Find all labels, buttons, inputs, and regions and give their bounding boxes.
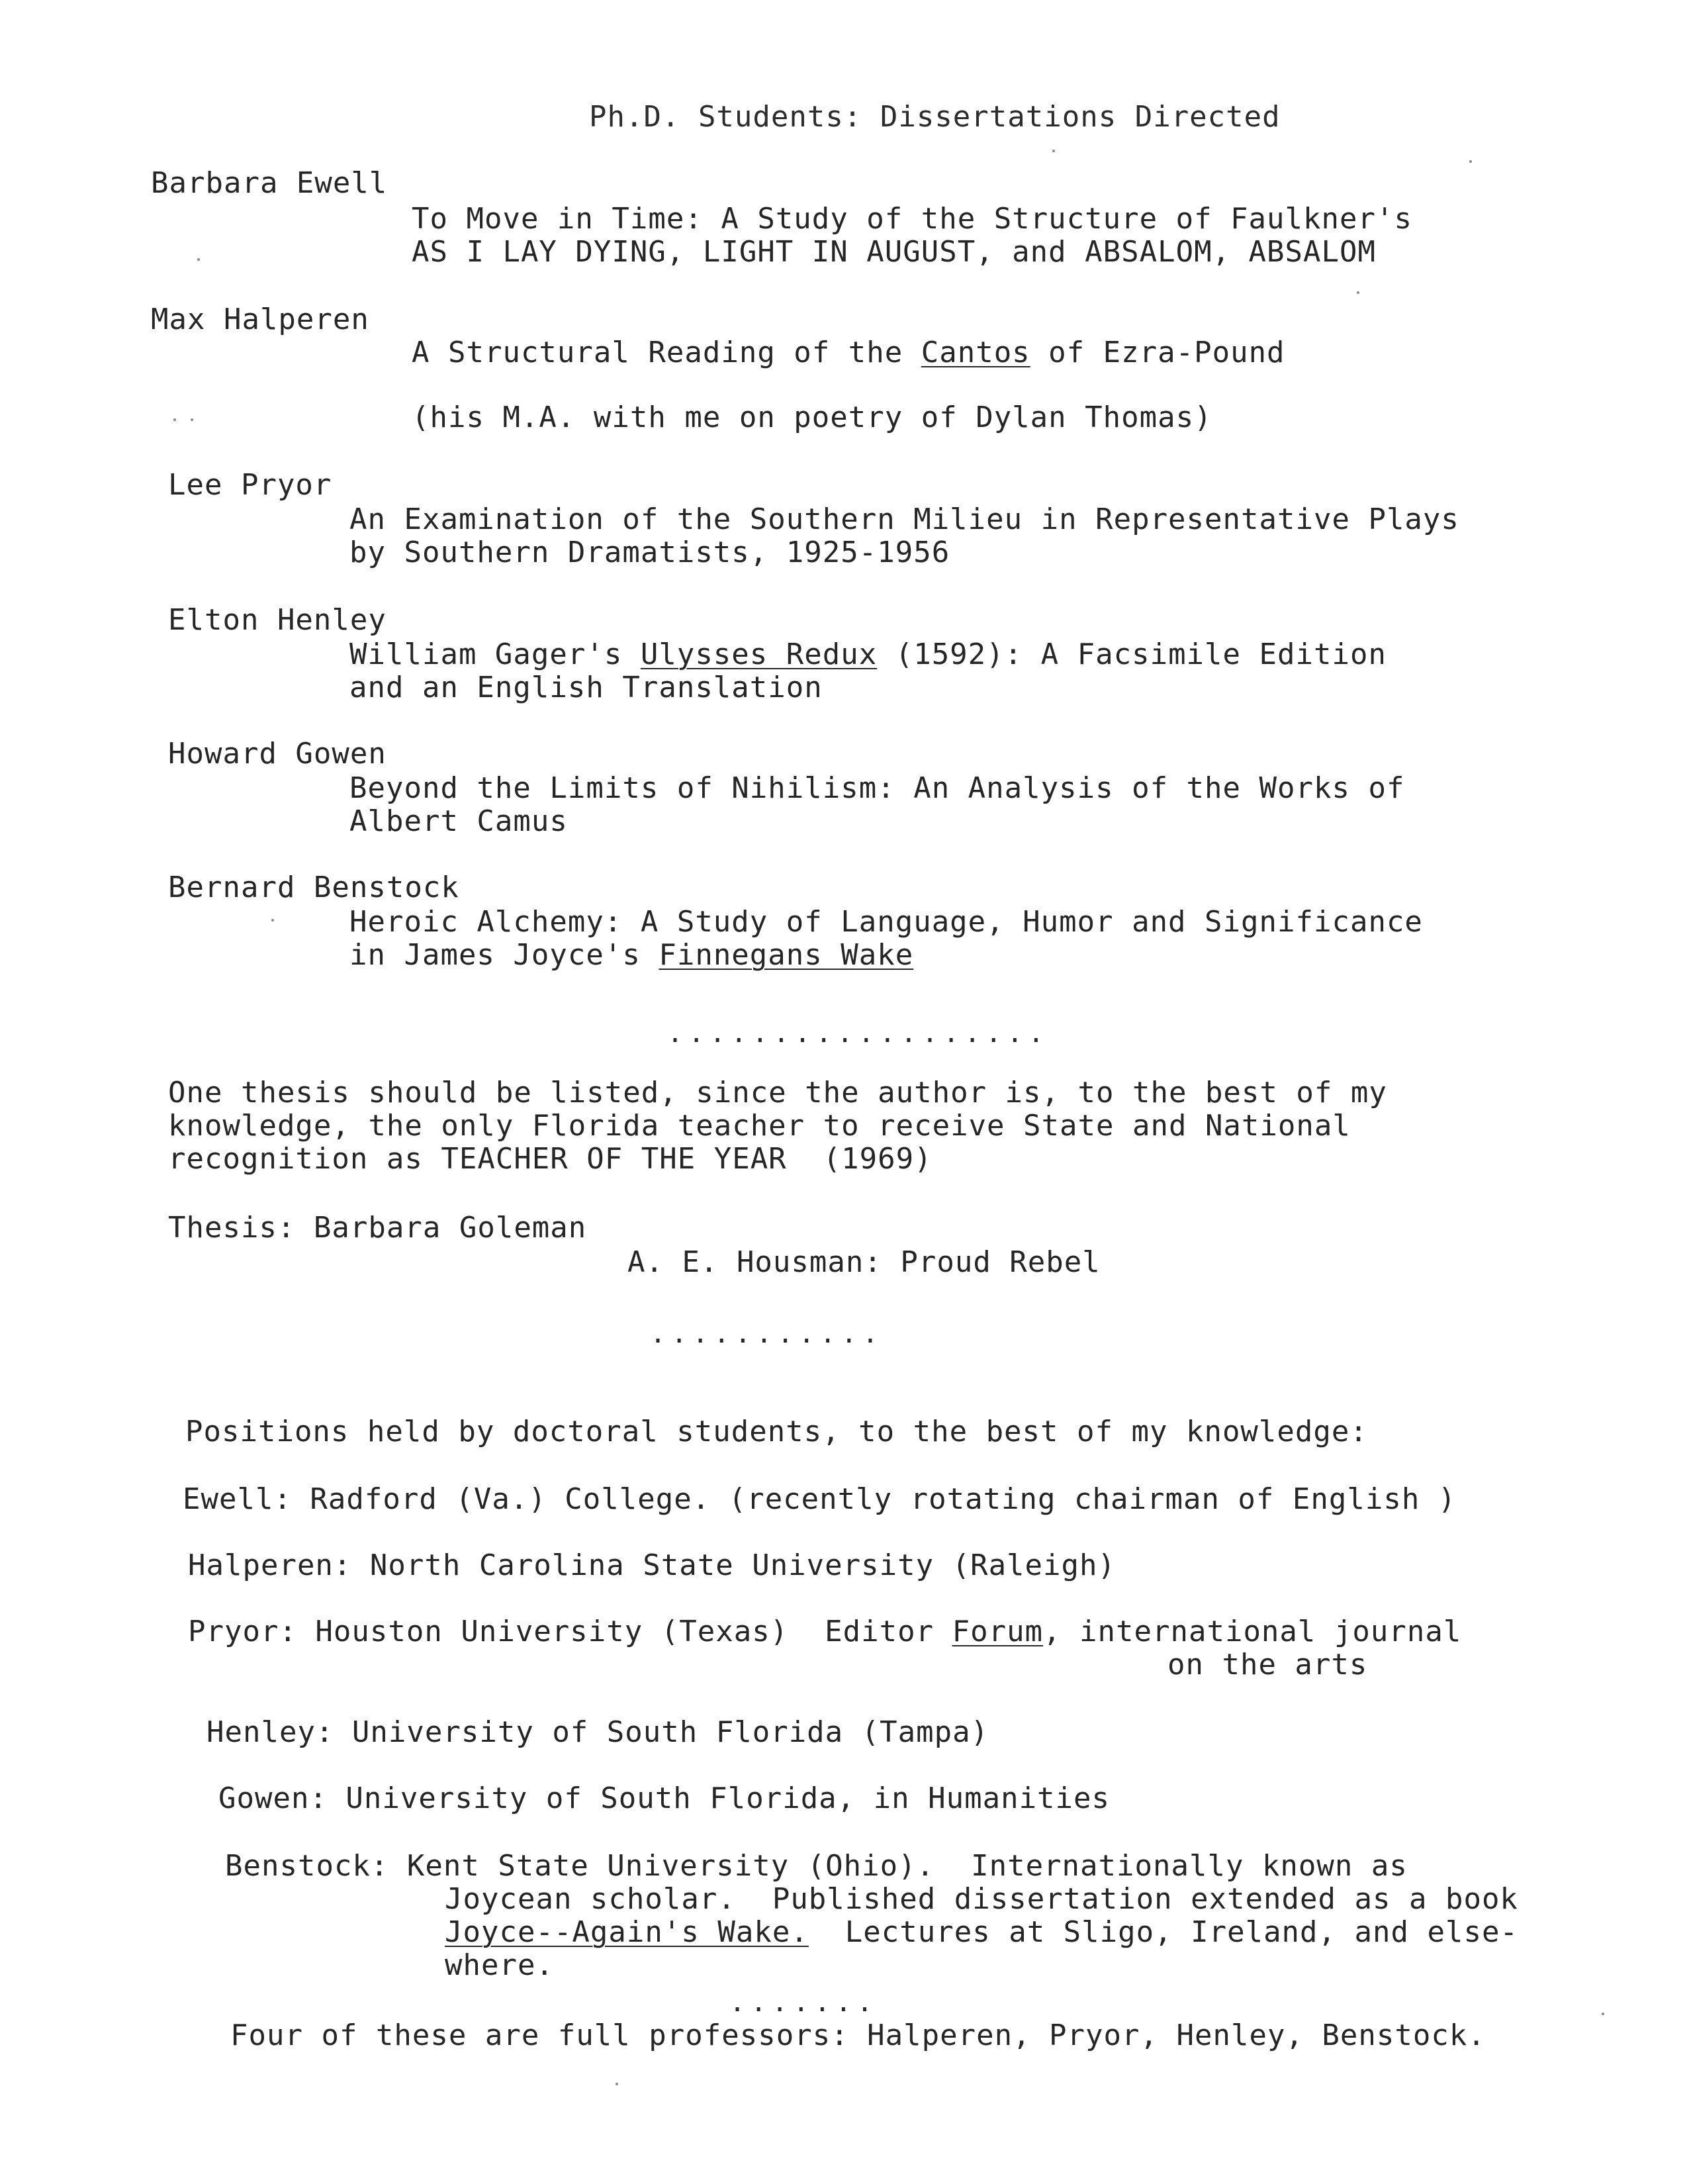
position-benstock-line1: Benstock: Kent State University (Ohio). Internationally known as <box>225 1849 1408 1883</box>
position-benstock-book: Joyce--Again's Wake. <box>445 1915 809 1949</box>
student-name-pryor: Lee Pryor <box>168 468 332 502</box>
thesis-note-line1: One thesis should be listed, since the author is, to the best of my <box>168 1076 1387 1110</box>
dissertation-title-henley-a: William Gager's <box>349 638 641 671</box>
student-name-henley: Elton Henley <box>168 603 387 637</box>
dissertation-title-halperen <box>412 336 1285 369</box>
dissertation-title-benstock-line1: Heroic Alchemy: A Study of Language, Humor and Significance <box>349 905 1423 939</box>
separator-dots-1: .................. <box>667 1018 1050 1049</box>
dissertation-title-pryor-line1: An Examination of the Southern Milieu in Representative Plays <box>349 502 1459 536</box>
dissertation-title-henley-line1 <box>349 638 1387 671</box>
separator-dots-3: ....... <box>729 1987 878 2018</box>
position-benstock-line4: where. <box>445 1948 554 1982</box>
scan-speck <box>173 418 176 421</box>
scan-speck <box>1052 150 1055 152</box>
position-pryor-a: Pryor: Houston University (Texas) Editor <box>188 1615 952 1648</box>
thesis-title: A. E. Housman: Proud Rebel <box>627 1245 1101 1279</box>
scan-speck <box>191 418 193 421</box>
halperen-ma-note: (his M.A. with me on poetry of Dylan Thomas) <box>412 401 1212 434</box>
thesis-label: Thesis: Barbara Goleman <box>168 1211 587 1245</box>
position-pryor-b: , international journal <box>1043 1615 1462 1648</box>
closing-statement: Four of these are full professors: Halperen, Pryor, Henley, Benstock. <box>230 2018 1486 2052</box>
student-name-gowen: Howard Gowen <box>168 737 387 771</box>
position-benstock-line2: Joycean scholar. Published dissertation extended as a book <box>445 1882 1518 1916</box>
dissertation-title-halperen-underlined: Cantos <box>921 336 1030 369</box>
position-benstock-lectures: Lectures at Sligo, Ireland, and else- <box>808 1915 1518 1949</box>
dissertation-title-ewell-line1: To Move in Time: A Study of the Structure of Faulkner's <box>412 202 1412 236</box>
dissertation-title-benstock-line2 <box>349 939 913 972</box>
dissertation-title-ewell-line2: AS I LAY DYING, LIGHT IN AUGUST, and ABSALOM, ABSALOM <box>412 235 1376 269</box>
dissertation-title-henley-b: (1592): A Facsimile Edition <box>877 638 1387 671</box>
dissertation-title-pryor-line2: by Southern Dramatists, 1925-1956 <box>349 536 950 569</box>
scan-speck <box>1469 160 1472 163</box>
thesis-note-line3: recognition as TEACHER OF THE YEAR (1969) <box>168 1142 933 1176</box>
scan-speck <box>1602 2013 1604 2015</box>
position-pryor <box>188 1615 1461 1648</box>
dissertation-title-henley-underlined: Ulysses Redux <box>640 638 878 671</box>
position-pryor-journal: Forum <box>952 1615 1044 1648</box>
dissertation-title-gowen-line1: Beyond the Limits of Nihilism: An Analysis of the Works of <box>349 771 1405 805</box>
dissertation-title-benstock-underlined: Finnegans Wake <box>659 938 914 972</box>
position-halperen: Halperen: North Carolina State University (Raleigh) <box>188 1548 1117 1582</box>
student-name-benstock: Bernard Benstock <box>168 871 459 904</box>
scan-speck <box>616 2083 618 2085</box>
page-title: Ph.D. Students: Dissertations Directed <box>589 100 1281 134</box>
position-benstock-line3 <box>445 1916 1518 1949</box>
thesis-note-line2: knowledge, the only Florida teacher to receive State and National <box>168 1109 1351 1143</box>
scan-speck <box>197 258 200 261</box>
dissertation-title-gowen-line2: Albert Camus <box>349 804 568 838</box>
dissertation-title-benstock-a: in James Joyce's <box>349 938 659 972</box>
positions-intro: Positions held by doctoral students, to the best of my knowledge: <box>185 1415 1368 1448</box>
dissertation-title-halperen-b: of Ezra-Pound <box>1030 336 1285 369</box>
position-gowen: Gowen: University of South Florida, in Humanities <box>218 1781 1111 1815</box>
student-name-ewell: Barbara Ewell <box>151 166 388 200</box>
separator-dots-2: ........... <box>650 1319 884 1349</box>
position-ewell: Ewell: Radford (Va.) College. (recently rotating chairman of English ) <box>183 1482 1457 1516</box>
scan-speck <box>1357 291 1359 294</box>
scan-speck <box>271 919 274 922</box>
dissertation-title-halperen-a: A Structural Reading of the <box>412 336 921 369</box>
position-pryor-line2: on the arts <box>1167 1648 1368 1682</box>
position-henley: Henley: University of South Florida (Tampa) <box>206 1715 989 1749</box>
dissertation-title-henley-line2: and an English Translation <box>349 671 823 704</box>
student-name-halperen: Max Halperen <box>151 303 369 336</box>
